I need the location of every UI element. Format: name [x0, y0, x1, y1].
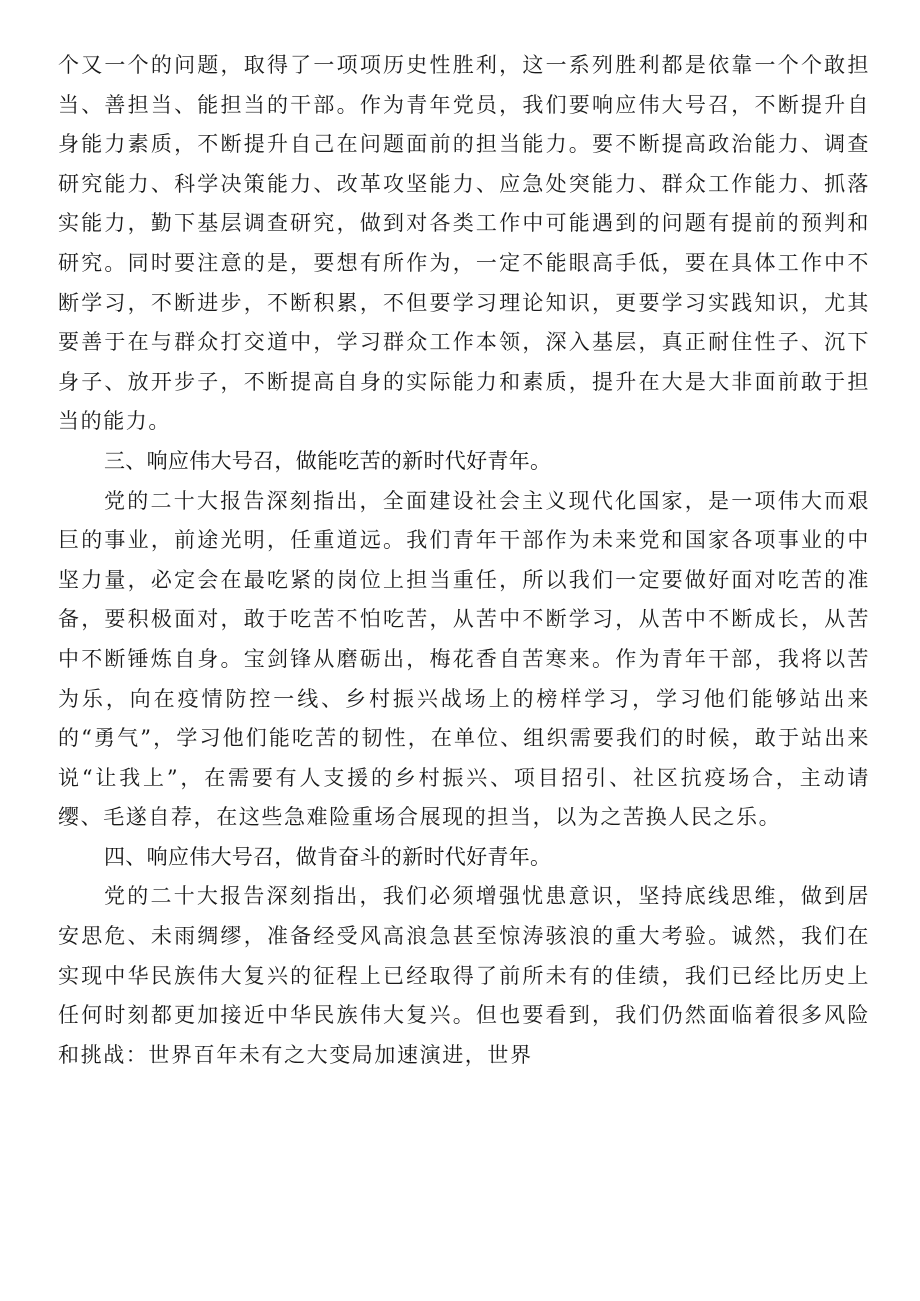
body-paragraph-2: 党的二十大报告深刻指出，全面建设社会主义现代化国家，是一项伟大而艰巨的事业，前途光明，任重道远。我们青年干部作为未来党和国家各项事业的中坚力量，必定会在最吃紧的岗位上担当重任，所以我们一定要做好面对吃苦的准备，要积极面对，敢于吃苦不怕吃苦，从苦中不断学习，从苦中不断成长，从苦中不断锤炼自身。宝剑锋从磨砺出，梅花香自苦寒来。作为青年干部，我将以苦为乐，向在疫情防控一线、乡村振兴战场上的榜样学习，学习他们能够站出来的“勇气”，学习他们能吃苦的韧性，在单位、组织需要我们的时候，敢于站出来说“让我上”，在需要有人支援的乡村振兴、项目招引、社区抗疫场合，主动请缨、毛遂自荐，在这些急难险重场合展现的担当，以为之苦换人民之乐。 — [58, 488, 870, 830]
body-paragraph-3: 党的二十大报告深刻指出，我们必须增强忧患意识，坚持底线思维，做到居安思危、未雨绸缪，准备经受风高浪急甚至惊涛骇浪的重大考验。诚然，我们在实现中华民族伟大复兴的征程上已经取得了前所未有的佳绩，我们已经比历史上任何时刻都更加接近中华民族伟大复兴。但也要看到，我们仍然面临着很多风险和挑战：世界百年未有之大变局加速演进，世界 — [58, 884, 870, 1067]
body-paragraph-1: 个又一个的问题，取得了一项项历史性胜利，这一系列胜利都是依靠一个个敢担当、善担当、能担当的干部。作为青年党员，我们要响应伟大号召，不断提升自身能力素质，不断提升自己在问题面前的担当能力。要不断提高政治能力、调查研究能力、科学决策能力、改革攻坚能力、应急处突能力、群众工作能力、抓落实能力，勤下基层调查研究，做到对各类工作中可能遇到的问题有提前的预判和研究。同时要注意的是，要想有所作为，一定不能眼高手低，要在具体工作中不断学习，不断进步，不断积累，不但要学习理论知识，更要学习实践知识，尤其要善于在与群众打交道中，学习群众工作本领，深入基层，真正耐住性子、沉下身子、放开步子，不断提高自身的实际能力和素质，提升在大是大非面前敢于担当的能力。 — [58, 53, 870, 434]
section-heading-3: 三、响应伟大号召，做能吃苦的新时代好青年。 — [104, 448, 552, 473]
section-heading-4: 四、响应伟大号召，做肯奋斗的新时代好青年。 — [104, 844, 552, 869]
